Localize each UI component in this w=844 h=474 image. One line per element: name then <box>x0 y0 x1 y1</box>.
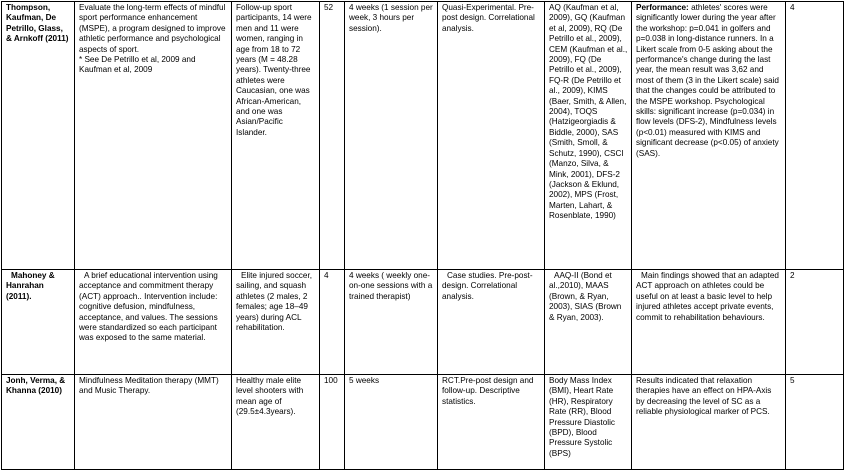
design-text: Case studies. Pre-post-design. Correlational analysis. <box>442 271 533 301</box>
authors-cell <box>2 270 75 375</box>
objective-cell: Mindfulness Meditation therapy (MMT) and Music Therapy. <box>75 375 232 470</box>
table-row <box>2 270 844 375</box>
objective-text: Evaluate the long-term effects of mindful sport performance enhancement (MSPE), a program designed to improve athletic performance and psychological aspects of sport. <box>79 3 226 54</box>
objective-cell <box>75 2 232 270</box>
results-text: Main findings showed that an adapted ACT approach on athletes could be useful on at least a basic level to help injured athletes accept private events, commit to rehabilitation behaviours. <box>636 271 779 322</box>
authors-text: Mahoney & Hanrahan (2011). <box>6 271 55 301</box>
results-text: athletes' scores were significantly lower during the year after the workshop: p=0.041 in golfers and p=0.038 in long-distance runners. In a Likert scale from 0-5 asking about the performance's change during the last year, the mean result was 3,62 and most of them (3 in the Likert scale) said that the changes could be attributed to the MSPE workshop. Psychological skills: significant increase (p=0.034) in flow levels (DFS-2), Mindfulness levels (p<0.01) measured with KIMS and significant decrease (p<0.05) of anxiety (SAS). <box>636 3 779 158</box>
authors-cell: Jonh, Verma, & Khanna (2010) <box>2 375 75 470</box>
participants-text: Elite injured soccer, sailing, and squash athletes (2 males, 2 females; age 18–49 years) during ACL rehabilitation. <box>236 271 312 333</box>
table-row <box>2 2 844 270</box>
objective-cell <box>75 270 232 375</box>
design-cell: Quasi-Experimental. Pre-post design. Correlational analysis. <box>438 2 545 270</box>
score-cell: 4 <box>786 2 844 270</box>
participants-cell: Follow-up sport participants, 14 were men and 11 were women, ranging in age from 18 to 72 years (M = 48.28 years). Twenty-three athletes were Caucasian, one was African-American, and one was Asian/Pacific Islander. <box>232 2 320 270</box>
results-cell: Results indicated that relaxation therapies have an effect on HPA-Axis by decreasing the level of SC as a reliable physiological marker of PCS. <box>632 375 786 470</box>
table-row <box>2 375 844 470</box>
design-cell <box>438 270 545 375</box>
n-cell: 52 <box>320 2 345 270</box>
objective-note: * See De Petrillo et al, 2009 and Kaufman et al, 2009 <box>79 55 196 75</box>
participants-cell: Healthy male elite level shooters with mean age of (29.5±4.3years). <box>232 375 320 470</box>
measures-text: AAQ-II (Bond et al.,2010), MAAS (Brown, & Ryan, 2003), SIAS (Brown & Ryan, 2003). <box>549 271 622 322</box>
score-cell: 2 <box>786 270 844 375</box>
score-cell: 5 <box>786 375 844 470</box>
n-cell: 100 <box>320 375 345 470</box>
design-cell: RCT.Pre-post design and follow-up. Descriptive statistics. <box>438 375 545 470</box>
studies-table <box>1 1 844 470</box>
measures-cell <box>545 270 632 375</box>
n-cell: 4 <box>320 270 345 375</box>
results-cell <box>632 270 786 375</box>
results-cell <box>632 2 786 270</box>
performance-label: Performance: <box>636 3 689 12</box>
participants-cell <box>232 270 320 375</box>
measures-cell: Body Mass Index (BMI), Heart Rate (HR), Respiratory Rate (RR), Blood Pressure Diastolic (BPD), Blood Pressure Systolic (BPS) <box>545 375 632 470</box>
objective-text: A brief educational intervention using acceptance and commitment therapy (ACT) approach.. Intervention include: cognitive defusion, mindfulness, acceptance, and values. The sessions were standardized so each participant was exposed to the same material. <box>79 271 218 343</box>
measures-cell: AQ (Kaufman et al, 2009), GQ (Kaufman et al, 2009), RQ (De Petrillo et al., 2009), CEM (Kaufman et al., 2009), FQ (De Petrillo et al., 2009), FQ-R (De Petrillo et al., 2009), KIMS (Baer, Smith, & Allen, 2004), TOQS (Hatzigeorgiadis & Biddle, 2000), SAS (Smith, Smoll, & Schutz, 1990), CSCI (Manzo, Silva, & Mink, 2001), DFS-2 (Jackson & Eklund, 2002), MPS (Frost, Marten, Lahart, & Rosenblate, 1990) <box>545 2 632 270</box>
duration-cell: 4 weeks ( weekly one-on-one sessions with a trained therapist) <box>345 270 438 375</box>
duration-cell: 5 weeks <box>345 375 438 470</box>
authors-cell: Thompson, Kaufman, De Petrillo, Glass, & Arnkoff (2011) <box>2 2 75 270</box>
duration-cell: 4 weeks (1 session per week, 3 hours per session). <box>345 2 438 270</box>
